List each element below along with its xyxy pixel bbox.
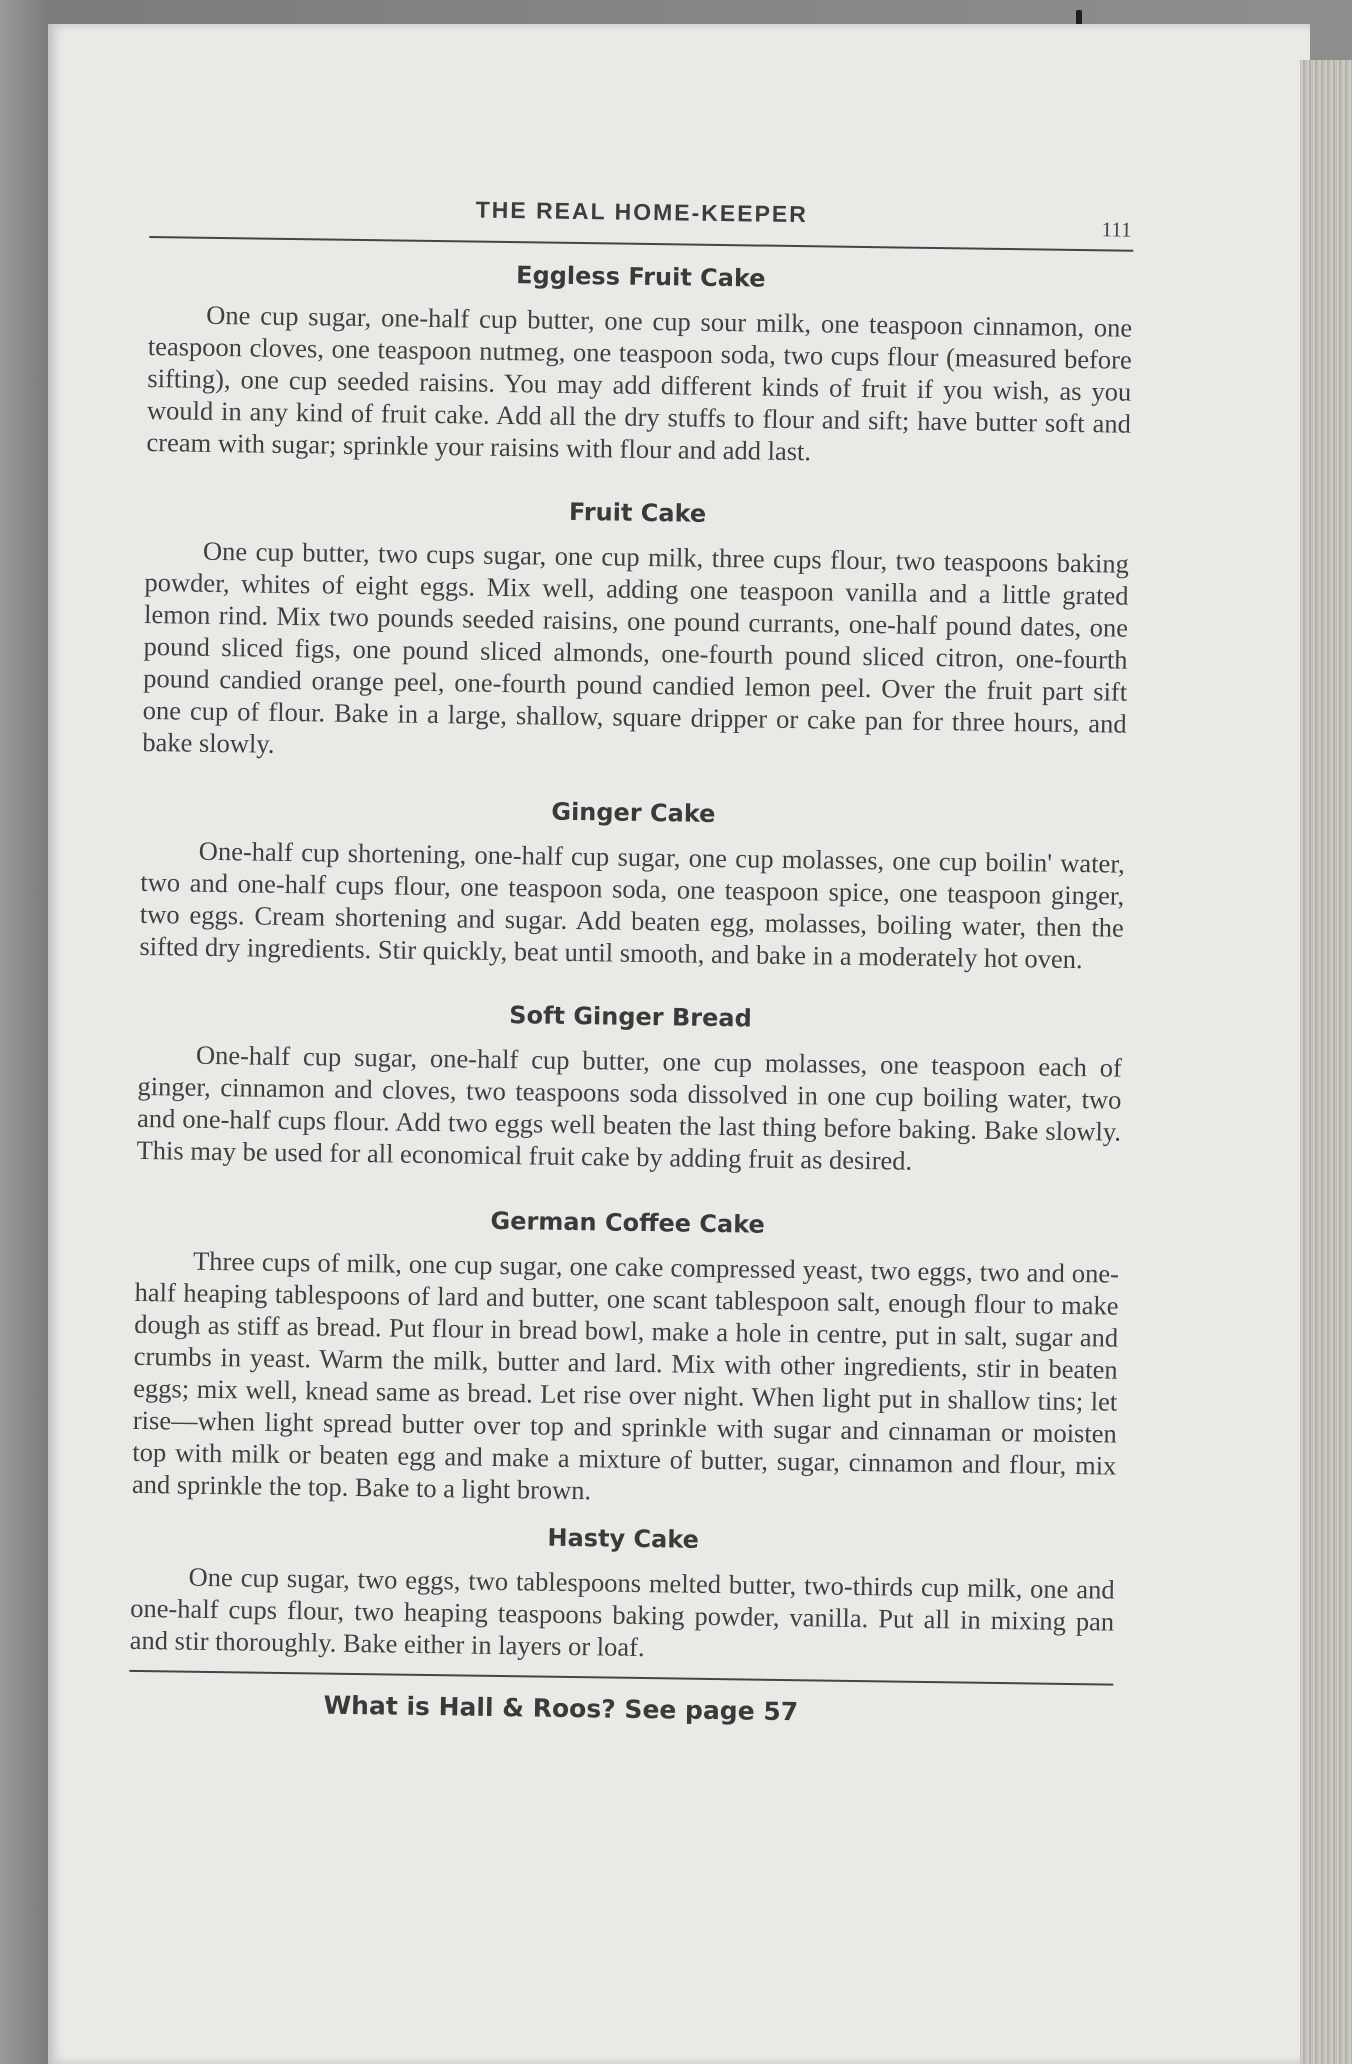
recipe-fruit-cake [142,492,1130,772]
recipe-title: Soft Ginger Bread [509,1001,752,1033]
recipe-body: One cup sugar, one-half cup butter, one cup sour milk, one teaspoon cinnamon, one teaspoon cloves, one teaspoon nutmeg, one teaspoon soda, two cups flour (measured before sifting), one cup seeded raisins. You may add different kinds of fruit if you wish, as you would in any kind of fruit cake. Add all the dry stuffs to flour and sift; have butter soft and cream with sugar; sprinkle your raisins with flour and add last. [146,299,1133,467]
recipe-german-coffee-cake [132,1202,1120,1514]
recipe-title: German Coffee Cake [490,1206,765,1239]
recipe-title: Fruit Cake [568,497,707,528]
recipe-title: Ginger Cake [551,797,716,828]
recipe-body: One cup sugar, two eggs, two tablespoons melted butter, two-thirds cup milk, one and one-half cups flour, two heaping teaspoons baking powder, vanilla. Put all in mixing pan and stir thoroughly. Bake either in layers or loaf. [129,1561,1115,1663]
running-head: THE REAL HOME-KEEPER [475,196,809,228]
recipe-body: Three cups of milk, one cup sugar, one cake compressed yeast, two eggs, two and one-half heaping tablespoons of lard and butter, one scant tablespoon salt, enough flour to make dough as stiff as bread. Put flour in bread bowl, make a hole in centre, put in salt, sugar and crumbs in yeast. Warm the milk, butter and lard. Mix with other ingredients, stir in beaten eggs; mix well, knead same as bread. Let rise over night. When light put in shallow tins; let rise—when light spread butter over top and sprinkle with sugar and cinnaman or moisten top with milk or beaten egg and make a mixture of butter, sugar, cinnamon and flour, mix and sprinkle the top. Bake to a light brown. [131,1245,1120,1506]
page-edges [1300,60,1352,2064]
recipe-eggless-fruit-cake [146,256,1133,472]
footer-rule [129,1670,1113,1686]
page-content [129,192,1134,1731]
recipe-title: Hasty Cake [547,1523,700,1554]
recipe-body: One-half cup sugar, one-half cup butter, one cup molasses, one teaspoon each of ginger, cinnamon and cloves, two teaspoons soda dissolved in one cup boiling water, two and one-half cups flour. Add two eggs well beaten the last thing before baking. Bake slowly. This may be used for all economical fruit cake by adding fruit as desired. [136,1039,1123,1176]
recipe-soft-ginger-bread [136,996,1122,1180]
footer-advert: What is Hall & Roos? See page 57 [323,1690,799,1727]
recipe-ginger-cake [139,792,1125,976]
recipe-body: One-half cup shortening, one-half cup sugar, one cup molasses, one cup boilin' water, two and one-half cups flour, one teaspoon soda, one teaspoon spice, one teaspoon ginger, two eggs. Cream shortening and sugar. Add beaten egg, molasses, boiling water, then the sifted dry ingredients. Stir quickly, beat until smooth, and bake in a moderately hot oven. [139,835,1125,975]
recipe-hasty-cake [130,1518,1116,1670]
page-number: 111 [1101,217,1132,242]
recipe-body: One cup butter, two cups sugar, one cup milk, three cups flour, two teaspoons baking powder, whites of eight eggs. Mix well, adding one teaspoon vanilla and a little grated lemon rind. Mix two pounds seeded raisins, one pound currants, one-half pound dates, one pound sliced figs, one pound sliced almonds, one-fourth pound sliced citron, one-fourth pound candied orange peel, one-fourth pound candied lemon peel. Over the fruit part sift one cup of flour. Bake in a large, shallow, square dripper or cake pan for three hours, and bake slowly. [142,535,1130,759]
recipe-title: Eggless Fruit Cake [515,261,766,293]
